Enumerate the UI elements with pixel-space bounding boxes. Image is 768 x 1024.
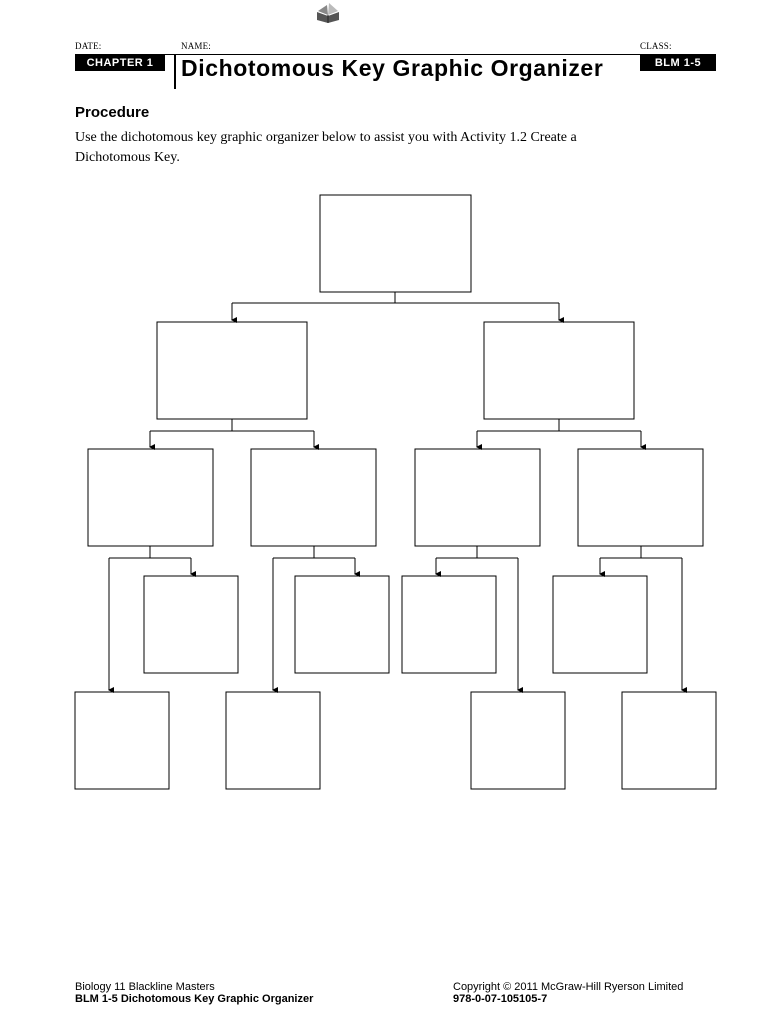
key-box-l5-4[interactable] xyxy=(622,692,716,789)
class-label: CLASS: xyxy=(640,41,672,51)
blm-tag: BLM 1-5 xyxy=(640,55,716,71)
footer-book-title: Biology 11 Blackline Masters xyxy=(75,981,215,993)
key-box-l5-2[interactable] xyxy=(226,692,320,789)
key-box-root[interactable] xyxy=(320,195,471,292)
key-box-l3-1[interactable] xyxy=(88,449,213,546)
procedure-heading: Procedure xyxy=(75,104,150,121)
key-box-l3-2[interactable] xyxy=(251,449,376,546)
footer-right xyxy=(453,981,683,1005)
key-box-l4-4[interactable] xyxy=(553,576,647,673)
name-label: NAME: xyxy=(181,41,211,51)
connector-root xyxy=(232,292,559,303)
key-box-l5-1[interactable] xyxy=(75,692,169,789)
key-box-l3-3[interactable] xyxy=(415,449,540,546)
key-box-l3-4[interactable] xyxy=(578,449,703,546)
date-label: DATE: xyxy=(75,41,102,51)
footer-blm-title: BLM 1-5 Dichotomous Key Graphic Organizer xyxy=(75,993,314,1005)
chapter-tag: CHAPTER 1 xyxy=(75,55,165,71)
footer-isbn: 978-0-07-105105-7 xyxy=(453,993,548,1005)
key-box-l2-left[interactable] xyxy=(157,322,307,419)
key-box-l5-3[interactable] xyxy=(471,692,565,789)
footer-left xyxy=(75,981,313,1005)
page-title: Dichotomous Key Graphic Organizer xyxy=(181,55,604,81)
procedure-text: Use the dichotomous key graphic organizer below to assist you with Activity 1.2 Create a Dichotomous Key. xyxy=(75,130,577,165)
key-box-l4-1[interactable] xyxy=(144,576,238,673)
key-box-l4-2[interactable] xyxy=(295,576,389,673)
key-box-l2-right[interactable] xyxy=(484,322,634,419)
key-box-l4-3[interactable] xyxy=(402,576,496,673)
footer-copyright: Copyright © 2011 McGraw-Hill Ryerson Limited xyxy=(453,981,684,993)
